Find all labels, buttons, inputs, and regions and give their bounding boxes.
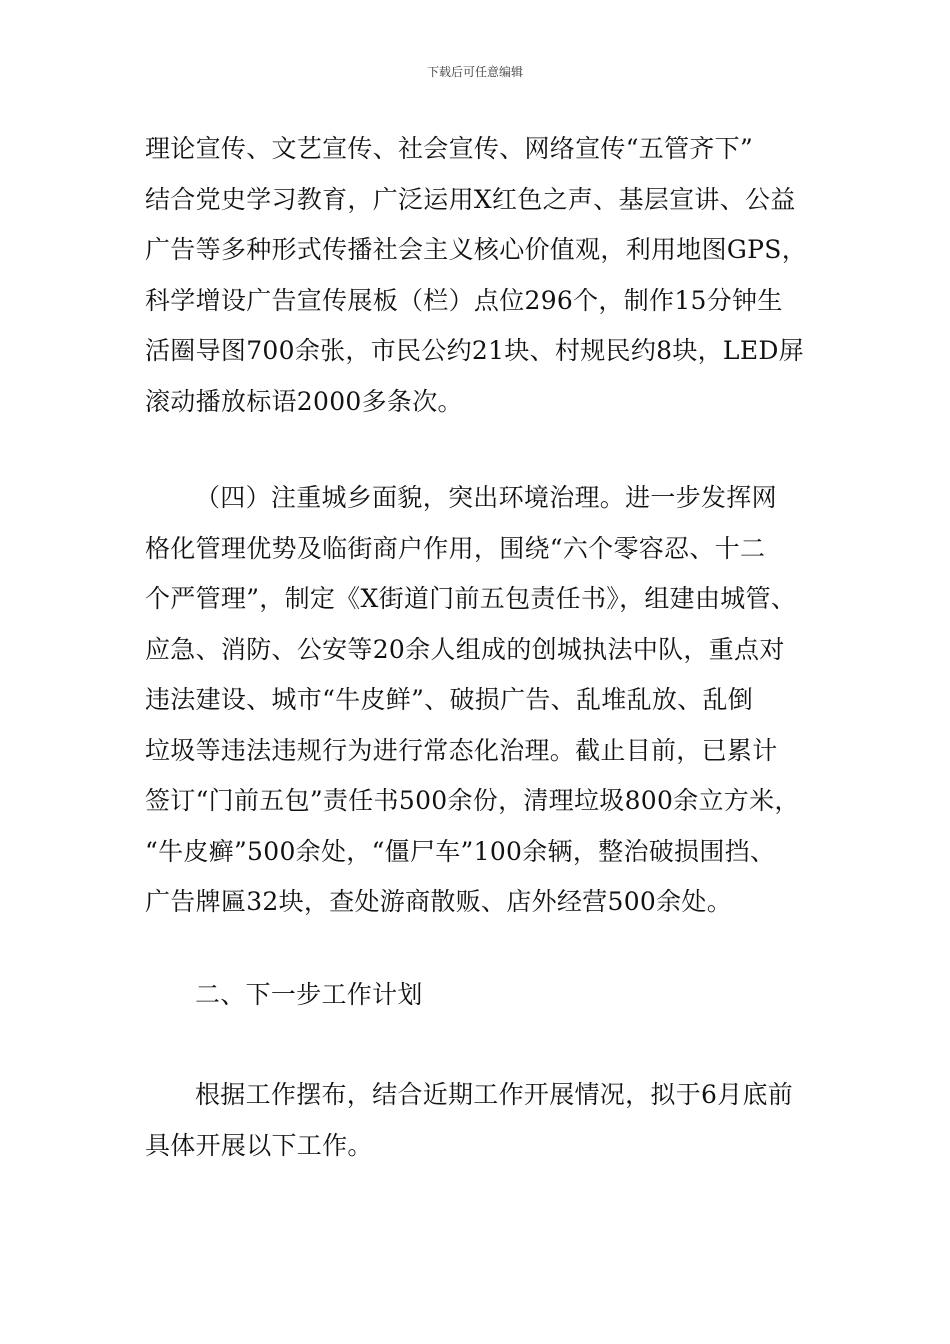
paragraph-environment: [145, 473, 825, 928]
paragraph-line: 违法建设、城市“牛皮鲜”、破损广告、乱堆乱放、乱倒: [145, 685, 754, 714]
paragraph-line: 活圈导图700余张，市民公约21块、村规民约8块，LED屏: [145, 336, 805, 365]
paragraph-line: 理论宣传、文艺宣传、社会宣传、网络宣传“五管齐下”: [145, 134, 754, 163]
paragraph-line: 应急、消防、公安等20余人组成的创城执法中队，重点对: [145, 634, 785, 664]
page-header: 下载后可任意编辑: [426, 65, 523, 79]
paragraph-line: 根据工作摆布，结合近期工作开展情况，拟于6月底前: [195, 1080, 794, 1109]
paragraph-line: （四）注重城乡面貌，突出环境治理。进一步发挥网: [195, 483, 777, 512]
paragraph-line: 格化管理优势及临街商户作用，围绕“六个零容忍、十二: [145, 533, 766, 563]
paragraph-line: 科学增设广告宣传展板（栏）点位296个，制作15分钟生: [145, 285, 783, 315]
paragraph-next-plan: [145, 1070, 825, 1171]
paragraph-line: 广告牌匾32块，查处游商散贩、店外经营500余处。: [145, 887, 733, 916]
paragraph-line: 垃圾等违法违规行为进行常态化治理。截止目前，已累计: [145, 735, 778, 765]
paragraph-line: 具体开展以下工作。: [145, 1130, 373, 1160]
section-heading: [145, 970, 825, 1021]
paragraph-propaganda: [145, 124, 825, 427]
paragraph-line: 结合党史学习教育，广泛运用X红色之声、基层宣讲、公益: [145, 184, 796, 214]
section-heading-text: 二、下一步工作计划: [195, 980, 423, 1009]
paragraph-line: 个严管理”，制定《X街道门前五包责任书》，组建由城管、: [145, 584, 797, 613]
paragraph-line: “牛皮癣”500余处，“僵尸车”100余辆，整治破损围挡、: [145, 836, 776, 866]
paragraph-line: 广告等多种形式传播社会主义核心价值观，利用地图GPS，: [145, 235, 808, 264]
paragraph-line: 滚动播放标语2000多条次。: [145, 386, 463, 416]
paragraph-line: 签订“门前五包”责任书500余份，清理垃圾800余立方米，: [145, 786, 800, 815]
